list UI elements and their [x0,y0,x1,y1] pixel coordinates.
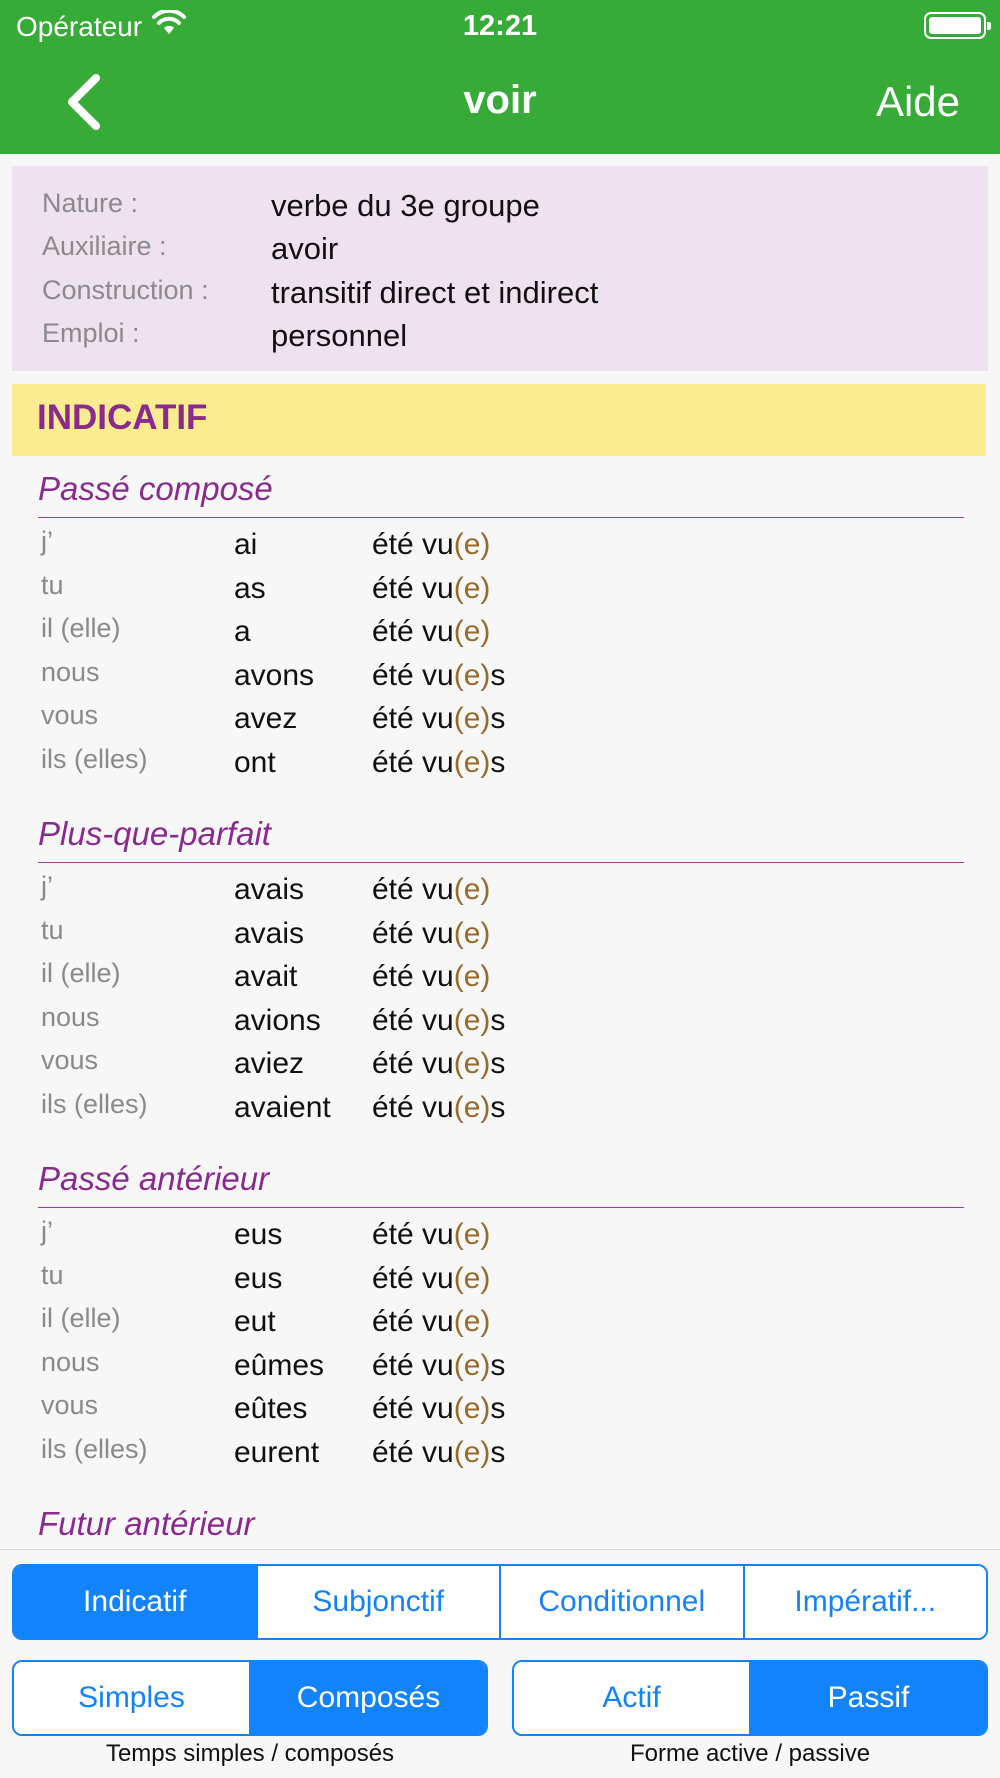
pronoun: ils (elles) [41,1433,148,1464]
conjugation-row [12,956,986,999]
info-label: Nature : [42,188,139,218]
help-button[interactable]: Aide [875,78,960,125]
participle-stem: été vu [372,528,454,561]
participle-form [372,1218,490,1252]
plural-suffix: s [490,1435,506,1469]
verb-info-panel [12,166,988,371]
auxiliary-form: avez [234,702,298,735]
participle-stem: été vu [372,873,454,906]
pronoun: ils (elles) [41,743,148,774]
tab-actif[interactable]: Actif [514,1662,749,1734]
participle-form [372,1047,505,1081]
info-value: transitif direct et indirect [271,275,599,310]
tab-passif[interactable]: Passif [749,1662,986,1734]
pronoun: nous [41,1346,100,1377]
participle-form [372,572,490,606]
participle-stem: été vu [372,960,454,993]
tab-subjonctif[interactable]: Subjonctif [256,1566,500,1638]
conjugation-list[interactable] [12,456,986,1549]
auxiliary-form: eut [234,1305,276,1338]
pronoun: j’ [41,1216,53,1246]
participle-form [372,528,490,562]
pronoun: tu [41,1259,64,1290]
plural-suffix: s [490,1003,506,1037]
participle-form [372,1305,490,1339]
participle-stem: été vu [372,745,454,779]
agreement-marker: (e) [453,658,491,692]
tab-simples[interactable]: Simples [14,1662,249,1734]
bottom-controls [0,1549,1000,1778]
pronoun: il (elle) [41,613,121,643]
agreement-marker: (e) [453,1435,491,1469]
tense-title: Plus-que-parfait [38,809,964,863]
agreement-marker: (e) [453,615,491,648]
participle-stem: été vu [372,1090,454,1124]
participle-stem: été vu [372,1003,454,1037]
participle-form [372,702,505,736]
pronoun: nous [41,1001,100,1032]
conjugation-row [12,1345,986,1388]
participle-form [372,746,505,780]
plural-suffix: s [490,658,506,692]
agreement-marker: (e) [453,1392,491,1425]
auxiliary-form: eûmes [234,1348,325,1382]
participle-stem: été vu [372,1435,454,1469]
tab-composes[interactable]: Composés [249,1662,486,1734]
plural-suffix: s [490,745,506,779]
auxiliary-form: avais [234,873,305,906]
auxiliary-form: avais [234,916,305,950]
participle-form [372,873,490,907]
tense-section [12,1154,986,1494]
pronoun: tu [41,569,64,600]
participle-form [372,1262,490,1296]
info-value: avoir [271,231,339,266]
agreement-marker: (e) [453,1218,491,1251]
tab-indicatif[interactable]: Indicatif [14,1566,256,1638]
conjugation-row [12,1000,986,1043]
conjugation-row [12,1432,986,1475]
pronoun: vous [41,700,99,730]
auxiliary-form: avaient [234,1090,331,1124]
info-label: Construction : [42,275,209,305]
tense-title: Passé antérieur [38,1154,964,1208]
conjugation-row [12,698,986,741]
page-title: voir [463,78,537,122]
participle-stem: été vu [372,1261,454,1295]
auxiliary-form: avait [234,960,298,993]
pronoun: nous [41,656,100,687]
tab-conditionnel[interactable]: Conditionnel [499,1566,743,1638]
mode-segmented-control [12,1564,988,1640]
pronoun: vous [41,1390,99,1420]
pronoun: ils (elles) [41,1088,148,1119]
mode-header [12,384,986,456]
participle-form [372,1349,505,1383]
agreement-marker: (e) [453,1305,491,1338]
agreement-marker: (e) [453,1261,491,1295]
voice-segmented-control [512,1660,988,1736]
voice-caption: Forme active / passive [629,1740,871,1767]
tense-title: Futur antérieur [38,1499,964,1549]
plural-suffix: s [490,1348,506,1382]
conjugation-row [12,742,986,785]
participle-stem: été vu [372,571,454,605]
tense-section [12,809,986,1149]
conjugation-row [12,913,986,956]
auxiliary-form: ai [234,528,258,561]
pronoun: il (elle) [41,1303,121,1333]
participle-stem: été vu [372,1392,454,1425]
plural-suffix: s [490,1090,506,1124]
agreement-marker: (e) [453,916,491,950]
conjugation-row [12,1301,986,1344]
auxiliary-form: avions [234,1003,321,1037]
participle-form [372,1436,505,1470]
conjugation-row [12,611,986,654]
info-value: verbe du 3e groupe [271,188,540,223]
auxiliary-form: a [234,615,251,648]
agreement-marker: (e) [453,745,491,779]
participle-stem: été vu [372,702,454,735]
tab-imperatif[interactable]: Impératif... [743,1566,987,1638]
auxiliary-form: eus [234,1261,283,1295]
pronoun: j’ [41,871,53,901]
agreement-marker: (e) [453,1047,491,1080]
info-row-nature [12,188,988,228]
pronoun: j’ [41,526,53,556]
carrier-label: Opérateur [16,10,143,42]
participle-stem: été vu [372,1348,454,1382]
info-label: Auxiliaire : [42,231,167,261]
participle-stem: été vu [372,615,454,648]
agreement-marker: (e) [453,571,491,605]
participle-stem: été vu [372,1047,454,1080]
conjugation-row [12,1043,986,1086]
pronoun: vous [41,1045,99,1075]
auxiliary-form: eus [234,1218,283,1251]
tense-title: Passé composé [38,464,964,518]
participle-stem: été vu [372,658,454,692]
conjugation-row [12,1258,986,1301]
pronoun: il (elle) [41,958,121,988]
participle-form [372,1392,505,1426]
agreement-marker: (e) [453,960,491,993]
participle-form [372,960,490,994]
conjugation-row [12,869,986,912]
top-bar [0,0,1000,154]
tense-type-segmented-control [12,1660,488,1736]
auxiliary-form: aviez [234,1047,305,1080]
conjugation-row [12,524,986,567]
participle-stem: été vu [372,1305,454,1338]
agreement-marker: (e) [453,873,491,906]
plural-suffix: s [490,1047,506,1080]
battery-icon [924,12,986,39]
agreement-marker: (e) [453,1003,491,1037]
agreement-marker: (e) [453,528,491,561]
agreement-marker: (e) [453,702,491,735]
conjugation-row [12,568,986,611]
mode-header-label: INDICATIF [37,398,208,437]
conjugation-row [12,1388,986,1431]
tense-section [12,464,986,804]
plural-suffix: s [490,702,506,735]
tense-type-caption: Temps simples / composés [105,1740,395,1767]
participle-stem: été vu [372,916,454,950]
participle-form [372,1004,505,1038]
participle-form [372,659,505,693]
participle-form [372,917,490,951]
agreement-marker: (e) [453,1090,491,1124]
navigation-bar [0,60,1000,144]
auxiliary-form: eurent [234,1435,320,1469]
participle-form [372,1091,505,1125]
info-label: Emploi : [42,318,140,348]
participle-stem: été vu [372,1218,454,1251]
pronoun: tu [41,914,64,945]
conjugation-row [12,655,986,698]
plural-suffix: s [490,1392,506,1425]
participle-form [372,615,490,649]
status-bar [0,0,1000,50]
auxiliary-form: as [234,571,266,605]
clock: 12:21 [462,10,538,42]
conjugation-row [12,1214,986,1257]
agreement-marker: (e) [453,1348,491,1382]
info-value: personnel [271,318,408,353]
tense-section [12,1499,986,1549]
info-row-usage [12,318,988,358]
conjugation-row [12,1087,986,1130]
auxiliary-form: avons [234,658,315,692]
auxiliary-form: eûtes [234,1392,308,1425]
auxiliary-form: ont [234,745,276,779]
info-row-construction [12,275,988,315]
info-row-auxiliary [12,231,988,271]
